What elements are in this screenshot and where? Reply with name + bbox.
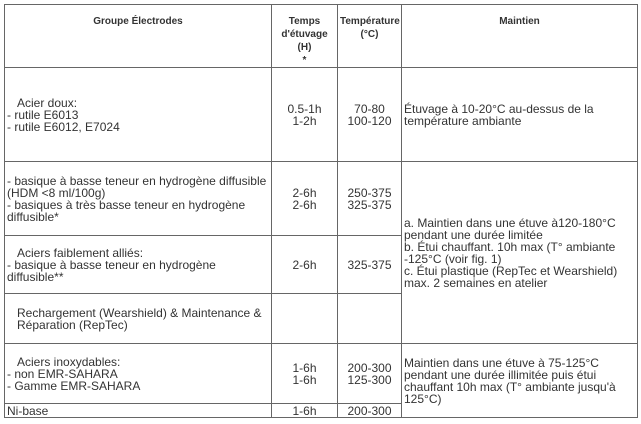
header-time-line2: d'étuvage (H) (281, 29, 328, 53)
inox-group (5, 344, 272, 404)
inox-temp-1: 200-300 (347, 360, 392, 375)
inox-time-2: 1-6h (292, 372, 317, 387)
faiblement-allies-time: 2-6h (272, 236, 338, 294)
faiblement-allies-group (5, 236, 272, 294)
ni-base-temp: 200-300 (338, 404, 402, 418)
acier-doux-temp-1: 70-80 (354, 101, 385, 116)
inox-item-2: - Gamme EMR-SAHARA (7, 378, 141, 393)
maintien-b: b. Étui chauffant. 10h max (T° ambiante -125°C (voir fig. 1) (404, 239, 616, 266)
basique-group (5, 162, 272, 236)
rechargement-time (272, 294, 338, 344)
acier-doux-time-2: 1-2h (292, 113, 317, 128)
basique-item-2: - basiques à très basse teneur en hydrogène diffusible* (7, 197, 246, 224)
inox-time-1: 1-6h (292, 360, 317, 375)
basique-time (272, 162, 338, 236)
header-time (272, 5, 338, 68)
etuvage-table (4, 4, 638, 418)
header-temperature (338, 5, 402, 68)
inox-maintien: Maintien dans une étuve à 75-125°C pendant une durée illimitée puis étui chauffant 10h max (T° ambiante jusqu'à 125°C) (402, 344, 638, 418)
acier-doux-maintien: Étuvage à 10-20°C au-dessus de la température ambiante (402, 68, 638, 162)
basique-temp (338, 162, 402, 236)
header-temp-line1: Température (340, 16, 400, 27)
maintien-c: c. Étui plastique (RepTec et Wearshield) max. 2 semaines en atelier (404, 263, 618, 290)
inox-time (272, 344, 338, 404)
shared-maintien (402, 162, 638, 344)
acier-doux-time-1: 0.5-1h (287, 101, 322, 116)
header-temp-line2: (°C) (360, 29, 379, 40)
inox-temp-2: 125-300 (347, 372, 392, 387)
faiblement-allies-title: Aciers faiblement alliés: (17, 245, 144, 260)
acier-doux-item-1: - rutile E6013 (7, 107, 79, 122)
rechargement-temp (338, 294, 402, 344)
acier-doux-title: Acier doux: (17, 95, 78, 110)
row-acier-doux (5, 68, 638, 162)
rechargement-group (5, 294, 272, 344)
ni-base-time: 1-6h (272, 404, 338, 418)
basique-time-1: 2-6h (292, 185, 317, 200)
header-time-star: * (302, 55, 307, 66)
ni-base-group: Ni-base (5, 404, 272, 418)
row-inox (5, 344, 638, 404)
inox-title: Aciers inoxydables: (17, 354, 121, 369)
inox-temp (338, 344, 402, 404)
basique-temp-1: 250-375 (347, 185, 392, 200)
basique-temp-2: 325-375 (347, 197, 392, 212)
acier-doux-group (5, 68, 272, 162)
header-group: Groupe Électrodes (5, 5, 272, 68)
faiblement-allies-temp: 325-375 (338, 236, 402, 294)
acier-doux-item-2: - rutile E6012, E7024 (7, 119, 120, 134)
header-row (5, 5, 638, 68)
basique-item-1: - basique à basse teneur en hydrogène diffusible (HDM <8 ml/100g) (7, 173, 267, 200)
maintien-a: a. Maintien dans une étuve à120-180°C pendant une durée limitée (404, 215, 616, 242)
header-maintien: Maintien (402, 5, 638, 68)
acier-doux-time (272, 68, 338, 162)
rechargement-title: Rechargement (Wearshield) & Maintenance & Réparation (RepTec) (17, 305, 262, 332)
header-time-line1: Temps (288, 16, 321, 27)
basique-time-2: 2-6h (292, 197, 317, 212)
acier-doux-temp (338, 68, 402, 162)
inox-item-1: - non EMR-SAHARA (7, 366, 118, 381)
row-basique (5, 162, 638, 236)
acier-doux-temp-2: 100-120 (347, 113, 392, 128)
faiblement-allies-item-1: - basique à basse teneur en hydrogène diffusible** (7, 257, 216, 284)
